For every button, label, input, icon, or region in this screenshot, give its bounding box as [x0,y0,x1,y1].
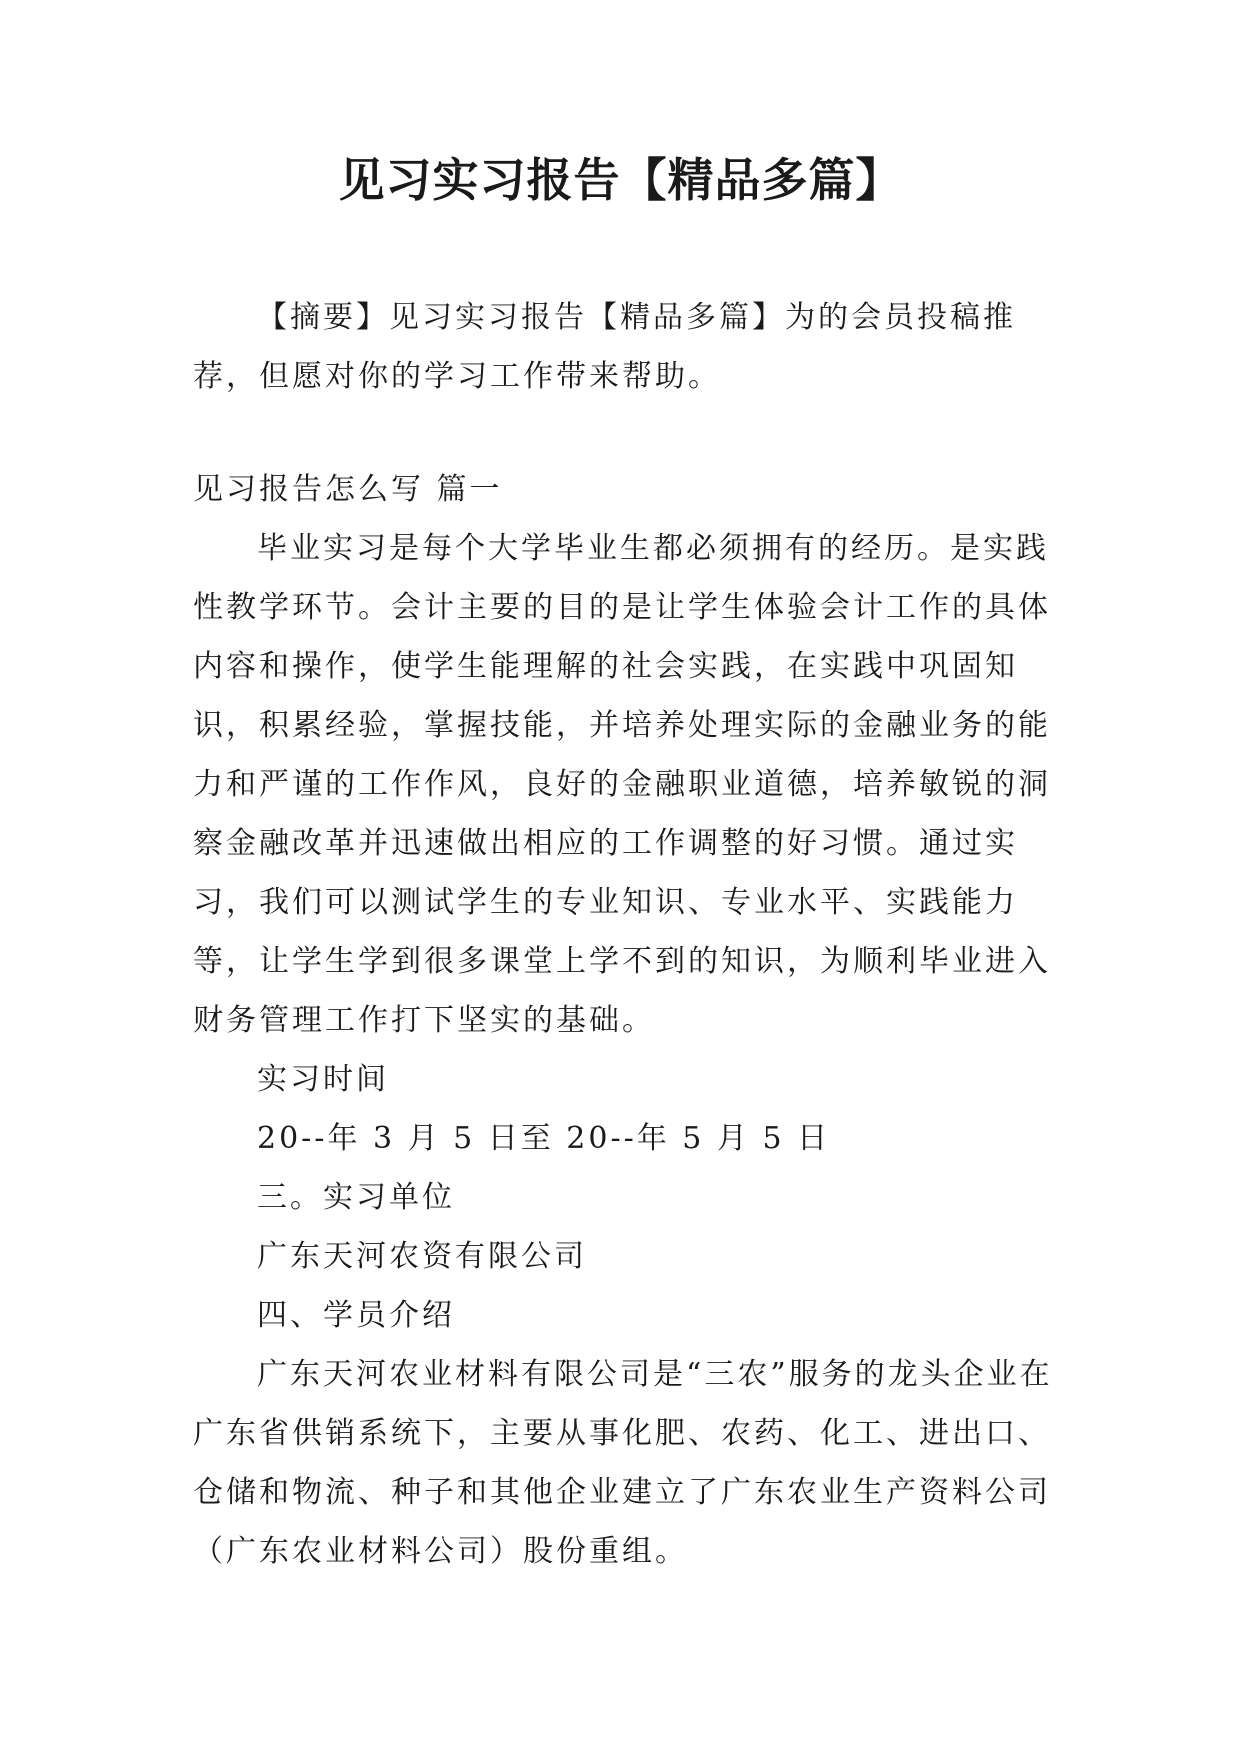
body-paragraph: 20--年 3 月 5 日至 20--年 5 月 5 日 [257,1121,831,1156]
document-title: 见习实习报告【精品多篇】 [338,153,903,207]
abstract-block [193,288,1053,406]
body-paragraph: 广东天河农业材料有限公司是“三农”服务的龙头企业在广东省供销系统下，主要从事化肥、农药、化工、进出口、仓储和物流、种子和其他企业建立了广东农业生产资料公司（广东农业材料公司）股份重组。 [193,1357,1053,1569]
body-paragraph: 毕业实习是每个大学毕业生都必须拥有的经历。是实践性教学环节。会计主要的目的是让学生体验会计工作的具体内容和操作，使学生能理解的社会实践，在实践中巩固知识，积累经验，掌握技能，并培养处理实际的金融业务的能力和严谨的工作作风，良好的金融职业道德，培养敏锐的洞察金融改革并迅速做出相应的工作调整的好习惯。通过实习，我们可以测试学生的专业知识、专业水平、实践能力等，让学生学到很多课堂上学不到的知识，为顺利毕业进入财务管理工作打下坚实的基础。 [193,531,1051,1038]
body-paragraph: 四、学员介绍 [257,1298,455,1333]
body-paragraph: 实习时间 [257,1062,389,1097]
content-section [193,460,1053,1581]
abstract-paragraph: 【摘要】见习实习报告【精品多篇】为的会员投稿推荐，但愿对你的学习工作带来帮助。 [193,300,1016,394]
body-paragraph: 三。实习单位 [257,1180,455,1215]
body-paragraph: 广东天河农资有限公司 [257,1239,587,1274]
section-heading: 见习报告怎么写 篇一 [193,472,503,507]
